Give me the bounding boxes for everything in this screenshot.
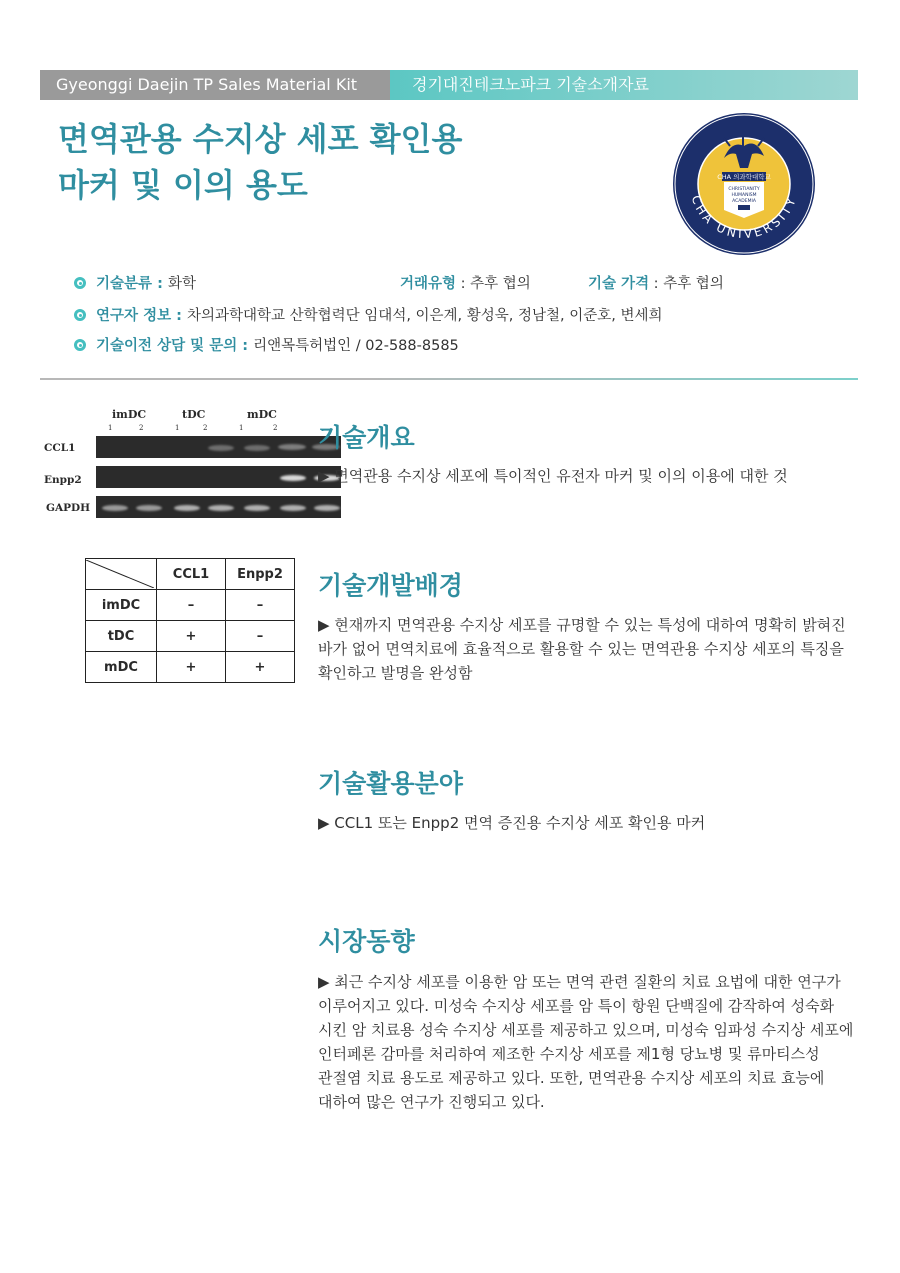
motto-line-1: CHRISTIANITY xyxy=(728,187,760,192)
trade-value: 추후 협의 xyxy=(470,276,531,292)
title-line-1: 면역관용 수지상 세포 확인용 xyxy=(58,120,463,158)
table-cell: + xyxy=(226,652,295,683)
table-row xyxy=(86,590,295,621)
table-row-label: imDC xyxy=(86,590,157,621)
table-row xyxy=(86,621,295,652)
table-header-row xyxy=(86,559,295,590)
info-row-contact: 기술이전 상담 및 문의 : 리앤목특허법인 / 02-588-8585 xyxy=(74,334,459,355)
bullet-ring-icon xyxy=(74,277,86,289)
cha-university-logo xyxy=(672,112,816,256)
application-body: ▶ CCL1 또는 Enpp2 면역 증진용 수지상 세포 확인용 마커 xyxy=(318,814,706,832)
table-cell: – xyxy=(157,590,226,621)
background-body xyxy=(318,613,866,685)
gel-row-gapdh: GAPDH xyxy=(46,502,91,514)
trade-label: 거래유형 xyxy=(400,276,457,292)
background-line: ▶ 현재까지 면역관용 수지상 세포를 규명할 수 있는 특성에 대하여 명확히 밝혀진 xyxy=(318,616,846,634)
overview-body: ▶ 면역관용 수지상 세포에 특이적인 유전자 마커 및 이의 이용에 대한 것 xyxy=(318,467,788,485)
table-corner-cell xyxy=(86,559,157,590)
info-row-category: 기술분류 : 화학 xyxy=(74,272,196,293)
table-cell: – xyxy=(226,590,295,621)
section-divider xyxy=(40,378,858,380)
price-label: 기술 가격 xyxy=(588,276,650,292)
gel-lane-number: 1 xyxy=(108,424,113,432)
title-line-2: 마커 및 이의 용도 xyxy=(58,166,308,204)
gel-strip-gapdh xyxy=(96,496,341,518)
info-row-researcher: 연구자 정보 : 차의과학대학교 산학협력단 임대석, 이은계, 황성욱, 정남철, 이준호, 변세희 xyxy=(74,304,663,325)
background-line: 확인하고 발명을 완성함 xyxy=(318,664,473,682)
researcher-value: 차의과학대학교 산학협력단 임대석, 이은계, 황성욱, 정남철, 이준호, 변세희 xyxy=(187,308,663,324)
table-row-label: tDC xyxy=(86,621,157,652)
category-value: 화학 xyxy=(167,276,196,292)
overview-title: 기술개요 xyxy=(318,423,415,452)
table-cell: + xyxy=(157,652,226,683)
gel-lane-number: 1 xyxy=(175,424,180,432)
table-cell: + xyxy=(157,621,226,652)
gel-col-imdc: imDC xyxy=(112,408,147,421)
background-title: 기술개발배경 xyxy=(318,571,463,600)
logo-top-label: CHA 의과학대학교 xyxy=(717,173,771,181)
gel-lane-number: 2 xyxy=(203,424,208,432)
table-row-label: mDC xyxy=(86,652,157,683)
market-line: 대하여 많은 연구가 진행되고 있다. xyxy=(318,1093,545,1111)
market-line: ▶ 최근 수지상 세포를 이용한 암 또는 면역 관련 질환의 치료 요법에 대한 연구가 xyxy=(318,973,841,991)
bullet-ring-icon xyxy=(74,339,86,351)
gel-row-ccl1: CCL1 xyxy=(44,442,76,454)
category-label: 기술분류 xyxy=(96,276,153,292)
market-line: 인터페론 감마를 처리하여 제조한 수지상 세포를 제1형 당뇨병 및 류마티스성 xyxy=(318,1045,820,1063)
table-header-enpp2: Enpp2 xyxy=(226,559,295,590)
header-bar xyxy=(40,70,858,100)
market-body xyxy=(318,970,866,1114)
market-title: 시장동향 xyxy=(318,927,415,956)
market-line: 관절염 치료 용도로 제공하고 있다. 또한, 면역관용 수지상 세포의 치료 효능에 xyxy=(318,1069,825,1087)
gel-electrophoresis-image xyxy=(44,404,300,522)
researcher-label: 연구자 정보 xyxy=(96,308,172,324)
market-line: 시킨 암 치료용 성숙 수지상 세포를 제공하고 있으며, 미성숙 임파성 수지상 세포에 xyxy=(318,1021,854,1039)
motto-line-2: HUMANISM xyxy=(731,193,757,198)
market-line: 이루어지고 있다. 미성숙 수지상 세포를 암 특이 항원 단백질에 감작하여 성숙화 xyxy=(318,997,835,1015)
page-title xyxy=(58,116,462,208)
table-cell: – xyxy=(226,621,295,652)
gel-col-tdc: tDC xyxy=(182,408,206,421)
application-title: 기술활용분야 xyxy=(318,769,463,798)
gel-row-enpp2: Enpp2 xyxy=(44,474,82,486)
table-row xyxy=(86,652,295,683)
info-price: 기술 가격 : 추후 협의 xyxy=(588,276,724,292)
header-left-label: Gyeonggi Daejin TP Sales Material Kit xyxy=(40,70,390,100)
contact-label: 기술이전 상담 및 문의 xyxy=(96,338,238,354)
background-line: 바가 없어 면역치료에 효율적으로 활용할 수 있는 면역관용 수지상 세포의 특징을 xyxy=(318,640,844,658)
gel-lane-number: 2 xyxy=(273,424,278,432)
gel-lane-number: 1 xyxy=(239,424,244,432)
logo-ring-text: CHA UNIVERSITY xyxy=(688,193,800,242)
info-trade: 거래유형 : 추후 협의 xyxy=(400,276,531,292)
gel-lane-number: 2 xyxy=(139,424,144,432)
header-right-label: 경기대진테크노파크 기술소개자료 xyxy=(390,70,858,100)
expression-table xyxy=(85,558,295,683)
table-header-ccl1: CCL1 xyxy=(157,559,226,590)
price-value: 추후 협의 xyxy=(663,276,724,292)
motto-line-3: ACADEMIA xyxy=(732,199,756,204)
contact-value: 리앤목특허법인 / 02-588-8585 xyxy=(253,338,459,354)
gel-strip-enpp2 xyxy=(96,466,341,488)
gel-strip-ccl1 xyxy=(96,436,341,458)
bullet-ring-icon xyxy=(74,309,86,321)
gel-col-mdc: mDC xyxy=(247,408,277,421)
